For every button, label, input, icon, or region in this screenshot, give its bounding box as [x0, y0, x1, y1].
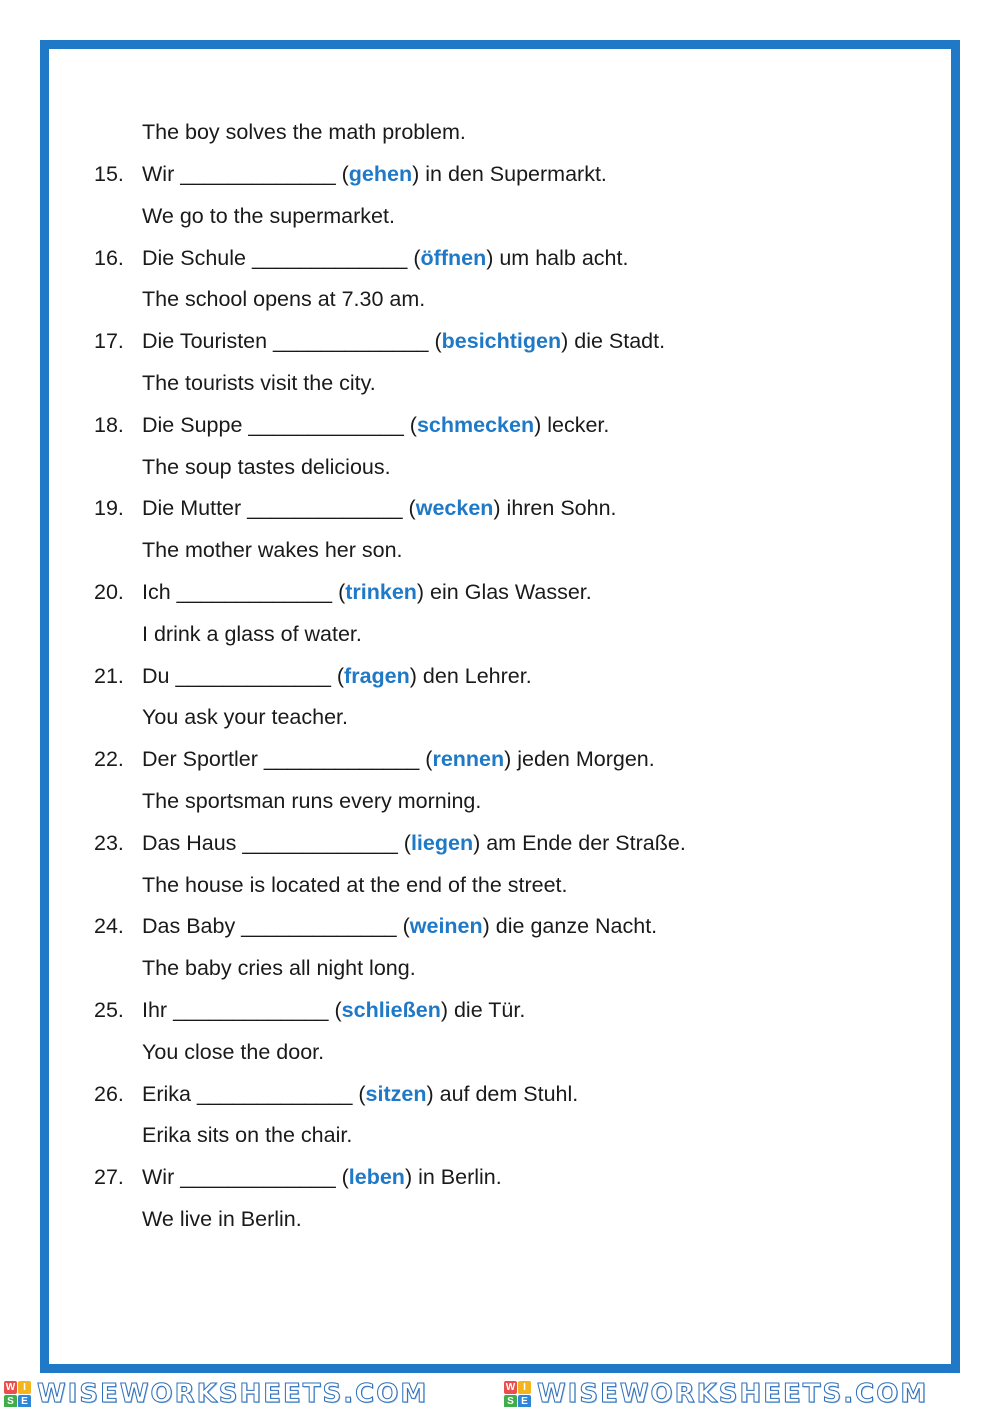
item-translation: The mother wakes her son. [142, 538, 403, 563]
exercise-item [94, 495, 617, 521]
logo-letter: E [518, 1395, 531, 1408]
item-translation: The tourists visit the city. [142, 371, 376, 395]
exercise-item [94, 245, 628, 271]
top-translation: The boy solves the math problem. [142, 120, 466, 144]
logo-letter: W [5, 1381, 16, 1393]
exercise-item [94, 1081, 578, 1107]
exercise-item [94, 161, 607, 187]
item-sentence-start: Ich _____________ ( [142, 580, 346, 604]
exercise-item [94, 997, 525, 1023]
item-sentence-end: ) die Tür. [440, 998, 526, 1022]
brand-logo [0, 1381, 500, 1407]
item-sentence-end: ) ihren Sohn. [493, 496, 617, 521]
item-sentence-start: Ihr _____________ ( [142, 998, 342, 1022]
item-number: 27. [94, 1165, 124, 1190]
exercise-item [94, 1164, 502, 1190]
item-translation: The baby cries all night long. [142, 956, 416, 981]
brand-logo [500, 1381, 1000, 1407]
item-number: 17. [94, 329, 124, 354]
item-verb: öffnen [420, 245, 487, 270]
item-verb: leben [348, 1165, 405, 1190]
logo-grid-icon [4, 1381, 31, 1407]
item-translation: The school opens at 7.30 am. [142, 287, 426, 312]
item-translation: You close the door. [142, 1039, 325, 1064]
item-verb: fragen [344, 663, 410, 688]
item-number: 15. [94, 162, 124, 186]
exercise-item [94, 663, 532, 689]
item-sentence-start: Du _____________ ( [142, 663, 345, 688]
item-sentence-end: ) lecker. [534, 412, 610, 437]
item-number: 24. [94, 914, 124, 939]
item-sentence-end: ) in den Supermarkt. [412, 162, 607, 186]
item-sentence-start: Die Schule _____________ ( [142, 245, 421, 270]
item-number: 23. [94, 830, 124, 855]
item-verb: wecken [415, 496, 494, 521]
item-sentence-start: Der Sportler _____________ ( [142, 747, 433, 772]
logo-letter: I [18, 1381, 31, 1394]
item-sentence-end: ) den Lehrer. [409, 663, 532, 688]
item-verb: rennen [432, 747, 505, 772]
item-number: 26. [94, 1081, 124, 1106]
item-verb: weinen [409, 914, 483, 939]
item-translation: The soup tastes delicious. [142, 454, 391, 479]
exercise-item [94, 328, 665, 354]
item-sentence-start: Wir _____________ ( [142, 1165, 349, 1190]
exercise-item [94, 579, 592, 605]
item-verb: besichtigen [441, 329, 562, 354]
item-number: 22. [94, 747, 124, 772]
item-verb: gehen [348, 162, 413, 186]
item-sentence-start: Wir _____________ ( [142, 162, 349, 186]
item-sentence-start: Die Suppe _____________ ( [142, 412, 417, 437]
logo-letter: I [518, 1381, 531, 1394]
item-sentence-end: ) am Ende der Straße. [473, 830, 686, 855]
footer-watermark [0, 1381, 1000, 1407]
item-translation: The house is located at the end of the street. [142, 872, 568, 897]
logo-letter: S [4, 1395, 17, 1408]
exercise-item [94, 913, 657, 939]
item-sentence-start: Das Haus _____________ ( [142, 830, 411, 855]
item-translation: You ask your teacher. [142, 705, 348, 730]
exercise-item [94, 412, 609, 438]
item-verb: trinken [345, 580, 417, 604]
item-number: 20. [94, 580, 124, 604]
item-translation: Erika sits on the chair. [142, 1123, 353, 1148]
item-sentence-start: Die Mutter _____________ ( [142, 496, 416, 521]
item-translation: I drink a glass of water. [142, 621, 362, 646]
item-sentence-end: ) jeden Morgen. [504, 747, 655, 772]
item-number: 21. [94, 663, 124, 688]
exercise-item [94, 746, 655, 772]
logo-letter: E [18, 1395, 31, 1408]
item-number: 25. [94, 998, 124, 1022]
item-sentence-end: ) um halb acht. [486, 245, 629, 270]
logo-letter: S [504, 1395, 517, 1408]
item-number: 19. [94, 496, 124, 521]
item-verb: liegen [410, 830, 474, 855]
logo-letter: W [505, 1381, 516, 1393]
item-number: 18. [94, 412, 124, 437]
item-verb: schließen [341, 998, 441, 1022]
item-verb: sitzen [365, 1081, 427, 1106]
logo-grid-icon [504, 1381, 531, 1407]
item-verb: schmecken [416, 412, 535, 437]
item-sentence-end: ) die Stadt. [561, 329, 666, 354]
item-sentence-start: Die Touristen _____________ ( [142, 329, 442, 354]
item-translation: The sportsman runs every morning. [142, 789, 482, 813]
item-sentence-end: ) ein Glas Wasser. [416, 580, 592, 604]
item-translation: We go to the supermarket. [142, 203, 395, 228]
item-number: 16. [94, 245, 124, 270]
item-sentence-start: Das Baby _____________ ( [142, 914, 410, 939]
item-sentence-end: ) die ganze Nacht. [482, 914, 658, 939]
exercise-item [94, 830, 686, 856]
item-sentence-end: ) auf dem Stuhl. [426, 1081, 579, 1106]
brand-text: WISEWORKSHEETS.COM [37, 1381, 429, 1407]
item-sentence-end: ) in Berlin. [404, 1165, 502, 1190]
item-translation: We live in Berlin. [142, 1207, 302, 1231]
brand-text: WISEWORKSHEETS.COM [537, 1381, 929, 1407]
item-sentence-start: Erika _____________ ( [142, 1081, 366, 1106]
